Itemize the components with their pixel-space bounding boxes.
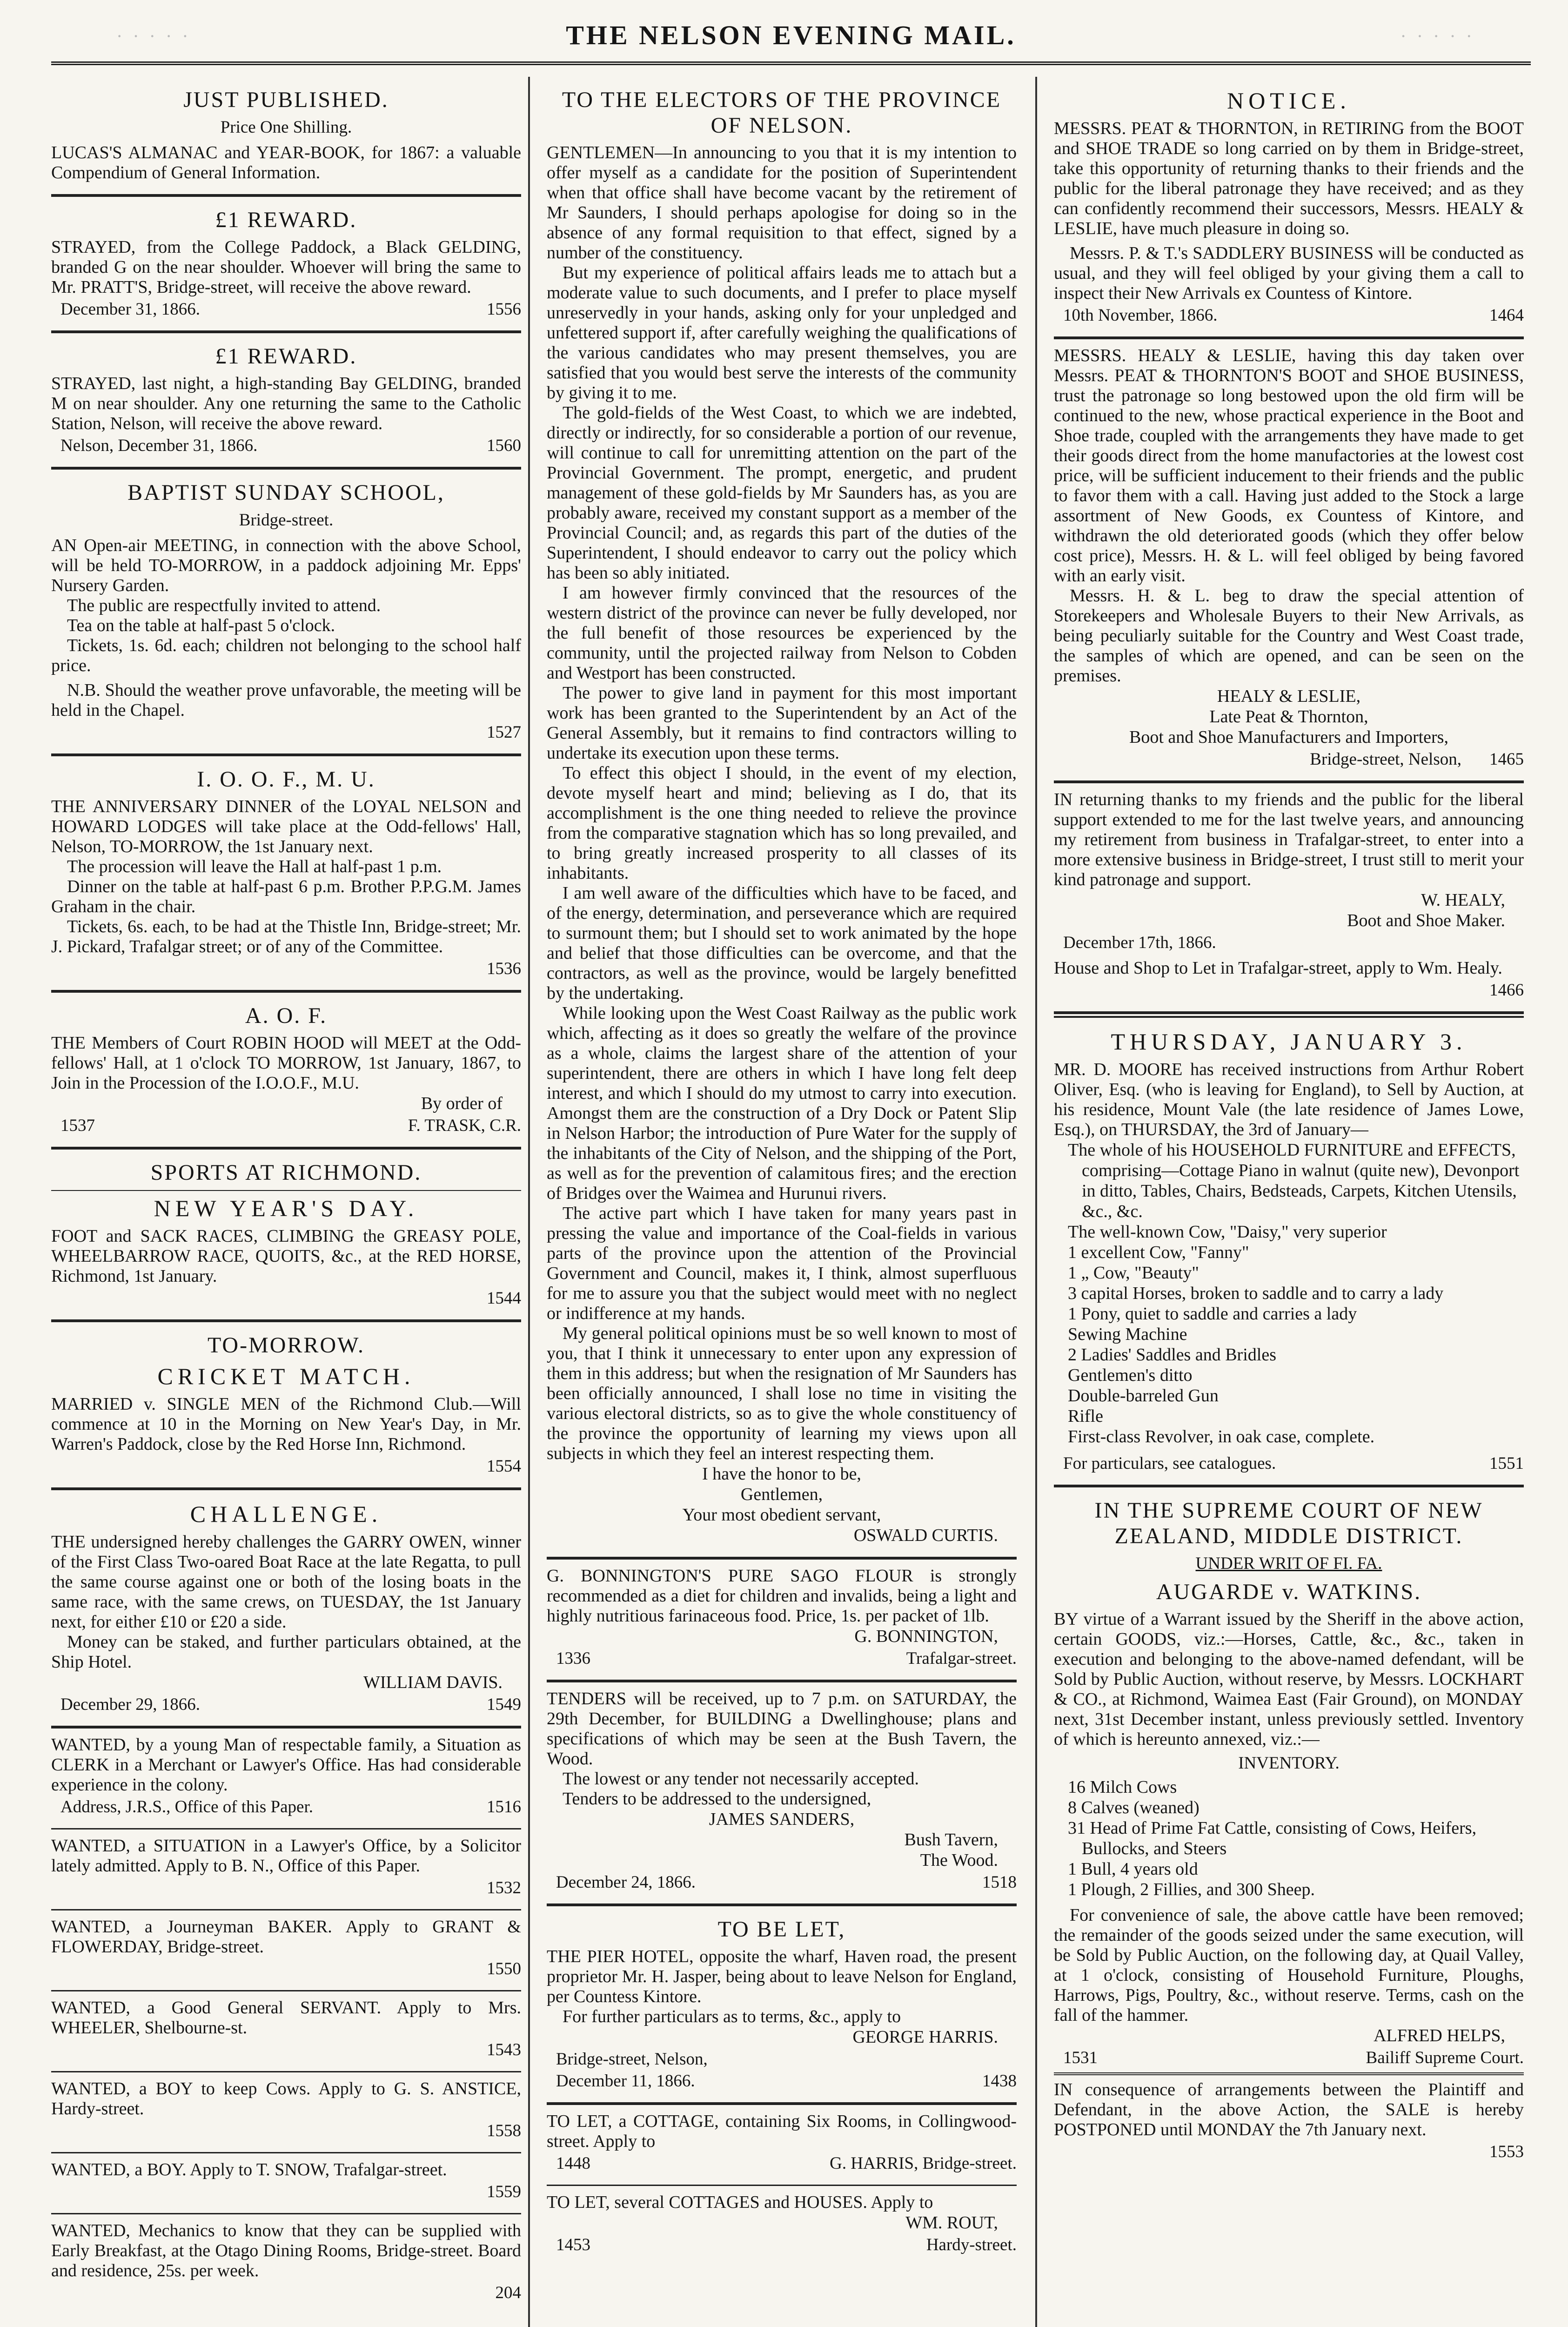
list-item: 1 Bull, 4 years old <box>1068 1859 1198 1879</box>
ad-text: MESSRS. HEALY & LESLIE, having this day taken over Messrs. PEAT & THORNTON'S BOOT and SHOE BUSINESS, trust the patronage so long bestowed upon the old firm will be continued to the new, whose practical experience in the Boot and Shoe trade, coupled with the arrangements they have made to get their goods direct from the home manufactories at the lowest cost price, will be sufficient inducement to their friends and the public to favor them with a call. Having just added to the Stock a large assortment of New Goods, ex Countess of Kintore, and withdrawn the old deteriorated goods (which they offer below cost price), Messrs. H. & L. will feel obliged by being favored with an early visit. <box>1054 346 1524 585</box>
ad-number: 1453 <box>556 2235 590 2254</box>
ad-date: December 29, 1866. <box>60 1695 201 1714</box>
ad-text: WANTED, a BOY to keep Cows. Apply to G. S. ANSTICE, Hardy-street. <box>51 2079 521 2119</box>
ad-text: MESSRS. PEAT & THORNTON, in RETIRING from the BOOT and SHOE TRADE so long carried on by them in Bridge-street, take this opportunity of returning thanks to their friends and the public for the liberal patronage they have received; and as they can confidently recommend their successors, Messrs. HEALY & LESLIE, have much pleasure in doing so. <box>1054 119 1524 238</box>
ad-signature: ALFRED HELPS, <box>1374 2026 1505 2045</box>
ad-signature: OSWALD CURTIS. <box>853 1526 998 1545</box>
ad-text: BY virtue of a Warrant issued by the Sheriff in the above action, certain GOODS, viz.:—Horses, Cattle, &c., &c., taken in execution and belonging to the above-named defendant, will be Sold by Public Auction, without reserve, by Messrs. LOCKHART & CO., at Richmond, Waimea East (Fair Ground), on MONDAY next, 31st December instant, unless previously settled. Inventory of which is hereunto annexed, viz.:— <box>1054 1609 1524 1749</box>
list-item: 1 Plough, 2 Fillies, and 300 Sheep. <box>1068 1880 1315 1899</box>
ad-signature: F. TRASK, C.R. <box>408 1116 521 1135</box>
ad-supreme-court <box>1054 1487 1524 2173</box>
list-item: The whole of his HOUSEHOLD FURNITURE and EFFECTS, comprising—Cottage Piano in walnut (quite new), Devonport in ditto, Tables, Chairs, Bedsteads, Carpets, Kitchen Utensils, &c., &c. <box>1068 1140 1520 1221</box>
ad-cricket <box>51 1322 521 1490</box>
ad-almanac <box>51 77 521 197</box>
ad-heading: A. O. F. <box>245 1003 328 1028</box>
ad-text: Dinner on the table at half-past 6 p.m. Brother P.P.G.M. James Graham in the chair. <box>51 877 521 916</box>
ad-signature: Boot and Shoe Maker. <box>1347 911 1505 930</box>
ad-text: The power to give land in payment for this most important work has been granted to the Superintendent by an Act of the General Assembly, but it remains to find contractors willing to undertake its execution upon these terms. <box>547 683 1017 763</box>
ad-electors-address <box>547 77 1017 1560</box>
ad-address: Trafalgar-street. <box>906 1649 1017 1668</box>
ad-aof <box>51 993 521 1150</box>
ad-date: Nelson, December 31, 1866. <box>60 436 258 455</box>
ad-cottages-houses <box>547 2186 1017 2266</box>
ad-signature: HEALY & LESLIE, <box>1217 686 1361 706</box>
list-item: Sewing Machine <box>1068 1325 1187 1344</box>
column-3 <box>1054 77 1524 2327</box>
ad-wanted-baker <box>51 1910 521 1991</box>
ad-returning-thanks <box>1054 783 1524 1014</box>
ad-heading: NEW YEAR'S DAY. <box>51 1190 521 1222</box>
ad-closing: Gentlemen, <box>740 1485 823 1504</box>
ad-address: Address, J.R.S., Office of this Paper. <box>60 1797 313 1816</box>
ad-signature: GEORGE HARRIS. <box>852 2027 998 2047</box>
ad-reward-gelding <box>51 197 521 333</box>
ad-case-title: AUGARDE v. WATKINS. <box>1156 1580 1422 1604</box>
ad-number: 1531 <box>1063 2048 1098 2067</box>
ad-address: Bridge-street, Nelson, <box>556 2050 708 2069</box>
ad-text: For convenience of sale, the above cattle have been removed; the remainder of the goods seized under the same execution, will be Sold by Public Auction, on the following day, at Quail Valley, at 1 o'clock, consisting of Household Furniture, Ploughs, Harrows, Pigs, Poultry, &c., without reserve. Terms, cash on the fall of the hammer. <box>1054 1905 1524 2025</box>
ad-address: Bridge-street, Nelson, <box>1310 750 1461 769</box>
ad-number: 1537 <box>60 1116 95 1135</box>
ad-to-be-let <box>547 1906 1017 2105</box>
inventory-item-list <box>1054 1777 1524 1900</box>
ad-number: 1553 <box>1489 2142 1524 2161</box>
auction-item-list <box>1054 1140 1524 1447</box>
ad-date: December 11, 1866. <box>556 2071 695 2091</box>
ad-text: WANTED, a SITUATION in a Lawyer's Office, by a Solicitor lately admitted. Apply to B. N., Office of this Paper. <box>51 1836 521 1876</box>
ad-number: 1518 <box>982 1873 1017 1892</box>
ad-text: For further particulars as to terms, &c., apply to <box>563 2007 901 2026</box>
ad-text: Tea on the table at half-past 5 o'clock. <box>67 616 335 635</box>
ad-wanted-lawyer <box>51 1829 521 1910</box>
ad-text: IN returning thanks to my friends and the public for the liberal support extended to me for the last twelve years, and announcing my retirement from business in Trafalgar-street, to enter into a more extensive business in Bridge-street, I trust still to merit your kind patronage and support. <box>1054 790 1524 889</box>
ad-text: THE Members of Court ROBIN HOOD will MEET at the Odd-fellows' Hall, at 1 o'clock TO MORROW, 1st January, 1867, to Join in the Procession of the I.O.O.F., M.U. <box>51 1033 521 1093</box>
ad-heading: NOTICE. <box>1227 87 1351 114</box>
ad-inventory-heading: INVENTORY. <box>1238 1754 1340 1773</box>
ad-signature: W. HEALY, <box>1421 890 1505 910</box>
ad-number: 1550 <box>487 1959 521 1978</box>
ad-number: 1551 <box>1489 1454 1524 1473</box>
ad-number: 1543 <box>487 2040 521 2059</box>
ad-address: Hardy-street. <box>926 2235 1017 2254</box>
ad-challenge <box>51 1490 521 1728</box>
ad-text: TO LET, several COTTAGES and HOUSES. Apply to <box>547 2192 933 2212</box>
ad-sports <box>51 1150 521 1322</box>
ad-text: WANTED, a Journeyman BAKER. Apply to GRANT & FLOWERDAY, Bridge-street. <box>51 1917 521 1957</box>
ad-subheading: Bridge-street. <box>239 511 334 530</box>
ad-text: THE ANNIVERSARY DINNER of the LOYAL NELSON and HOWARD LODGES will take place at the Odd-fellows' Hall, Nelson, TO-MORROW, the 1st January next. <box>51 797 521 856</box>
ad-number: 1544 <box>487 1289 521 1308</box>
ad-text: For particulars, see catalogues. <box>1063 1454 1276 1473</box>
ad-heading: CHALLENGE. <box>190 1501 382 1527</box>
ad-auction-thursday <box>1054 1016 1524 1487</box>
ad-text: N.B. Should the weather prove unfavorable, the meeting will be held in the Chapel. <box>51 680 521 720</box>
ad-reward-bay-gelding <box>51 333 521 470</box>
list-item: 1 „ Cow, "Beauty" <box>1068 1263 1199 1283</box>
ad-number: 1558 <box>487 2121 521 2140</box>
ad-heading: I. O. O. F., M. U. <box>197 767 375 792</box>
ad-number: 1466 <box>1489 981 1524 1000</box>
ad-heading: £1 REWARD. <box>215 344 357 369</box>
ad-text: I am however firmly convinced that the resources of the western district of the province can never be fully developed, nor the full benefit of those resources be experienced by the community, until the projected railway from Nelson to Cobden and Westport has been constructed. <box>547 583 1017 683</box>
ad-notice-peat-thornton <box>1054 77 1524 339</box>
ad-text: WANTED, by a young Man of respectable family, a Situation as CLERK in a Merchant or Lawyer's Office. Has had considerable experience in the colony. <box>51 1735 521 1795</box>
ad-number: 1464 <box>1489 306 1524 325</box>
ad-text: My general political opinions must be so well known to most of you, that I think it unnecessary to enter upon any expression of them in this address; but when the resignation of Mr Saunders has been officially announced, I shall lose no time in visiting the various electoral districts, so as to give the whole constituency of the province the opportunity of learning my views upon all subjects in which they feel an interest respecting them. <box>547 1324 1017 1463</box>
ad-number: 1549 <box>487 1695 521 1714</box>
ad-number: 1336 <box>556 1649 590 1668</box>
ad-text: G. BONNINGTON'S PURE SAGO FLOUR is strongly recommended as a diet for children and invalids, being a light and highly nutritious farinaceous food. Price, 1s. per packet of 1lb. <box>547 1566 1017 1626</box>
list-item: Gentlemen's ditto <box>1068 1365 1193 1385</box>
ad-heading: SPORTS AT RICHMOND. <box>150 1160 422 1185</box>
ad-heading: IN THE SUPREME COURT OF NEW ZEALAND, MIDDLE DISTRICT. <box>1094 1498 1483 1548</box>
list-item: 3 capital Horses, broken to saddle and to carry a lady <box>1068 1284 1444 1303</box>
ad-text: The active part which I have taken for many years past in pressing the value and importance of the Coal-fields in various parts of the province upon the attention of the Provincial Government and Council, makes it, I think, almost superfluous for me to assure you that the subject would meet with no neglect or indifference at my hands. <box>547 1204 1017 1323</box>
list-item: 31 Head of Prime Fat Cattle, consisting of Cows, Heifers, Bullocks, and Steers <box>1068 1818 1477 1858</box>
ad-signature: G. BONNINGTON, <box>854 1627 998 1646</box>
ad-text: TO LET, a COTTAGE, containing Six Rooms, in Collingwood-street. Apply to <box>547 2112 1017 2151</box>
ad-subheading: UNDER WRIT OF FI. FA. <box>1195 1554 1382 1573</box>
ad-text: The public are respectfully invited to attend. <box>67 596 381 615</box>
ad-order: By order of <box>421 1094 503 1113</box>
ad-heading: £1 REWARD. <box>215 208 357 232</box>
ad-text: The gold-fields of the West Coast, to which we are indebted, directly or indirectly, for so considerable a portion of our revenue, will continue to call for unremitting attention on the part of the Provincial Government. The prompt, energetic, and prudent management of these gold-fields by Mr Saunders has, as you are probably aware, received my constant support as a member of the Provincial Council; and, as regards this part of the duties of the Superintendent, I should endeavor to carry out the policy which has been so ably initiated. <box>547 403 1017 583</box>
ad-text: Messrs. P. & T.'s SADDLERY BUSINESS will be conducted as usual, and they will feel obliged by your giving them a call to inspect their New Arrivals ex Countess of Kintore. <box>1054 243 1524 303</box>
ad-wanted-clerk <box>51 1728 521 1829</box>
ad-sago-flour <box>547 1560 1017 1682</box>
ad-text: STRAYED, from the College Paddock, a Black GELDING, branded G on the near shoulder. Whoever will bring the same to Mr. PRATT'S, Bridge-street, will receive the above reward. <box>51 237 521 297</box>
ad-tenders <box>547 1682 1017 1906</box>
ad-heading: TO THE ELECTORS OF THE PROVINCE OF NELSON. <box>562 87 1002 138</box>
column-2 <box>547 77 1017 2327</box>
ad-heading: THURSDAY, JANUARY 3. <box>1111 1029 1467 1055</box>
ad-ioof <box>51 756 521 993</box>
ad-baptist-school <box>51 470 521 756</box>
ad-text: The lowest or any tender not necessarily accepted. <box>563 1769 919 1789</box>
ad-text: WANTED, Mechanics to know that they can be supplied with Early Breakfast, at the Otago Dining Rooms, Bridge-street. Board and residence, 25s. per week. <box>51 2221 521 2280</box>
column-rule <box>528 77 530 2327</box>
ad-date: December 17th, 1866. <box>1063 933 1216 952</box>
ad-text: Tickets, 6s. each, to be had at the Thistle Inn, Bridge-street; Mr. J. Pickard, Trafalgar street; or of any of the Committee. <box>51 917 521 956</box>
list-item: Rifle <box>1068 1406 1103 1426</box>
ad-heading: JUST PUBLISHED. <box>183 87 389 112</box>
ad-number: 1527 <box>487 723 521 742</box>
ad-signature: WILLIAM DAVIS. <box>363 1673 503 1692</box>
ad-number: 1532 <box>487 1878 521 1897</box>
faded-masthead-left: · · · · · <box>116 26 191 47</box>
ad-closing: I have the honor to be, <box>702 1464 861 1484</box>
ad-text: MR. D. MOORE has received instructions from Arthur Robert Oliver, Esq. (who is leaving for England), to Sell by Auction, at his residence, Mount Vale (the late residence of James Lowe, Esq.), on THURSDAY, the 3rd of January— <box>1054 1060 1524 1139</box>
list-item: 1 excellent Cow, "Fanny" <box>1068 1243 1249 1262</box>
ad-text: THE PIER HOTEL, opposite the wharf, Haven road, the present proprietor Mr. H. Jasper, being about to leave Nelson for England, per Countess Kintore. <box>547 1947 1017 2006</box>
ad-signature: JAMES SANDERS, <box>709 1809 855 1829</box>
list-item: 8 Calves (weaned) <box>1068 1798 1199 1817</box>
ad-text: To effect this object I should, in the event of my election, devote myself heart and mind; believing as I do, that its accomplishment is the one thing needed to relieve the province from the comparative stagnation which has so long prevailed, and to bring greatly increased prosperity to all classes of its inhabitants. <box>547 763 1017 883</box>
list-item: 16 Milch Cows <box>1068 1777 1177 1797</box>
ad-number: 1448 <box>556 2154 590 2173</box>
ad-date: 10th November, 1866. <box>1063 306 1218 325</box>
ad-wanted-boy-cows <box>51 2072 521 2153</box>
ad-text: House and Shop to Let in Trafalgar-street, apply to Wm. Healy. <box>1054 958 1502 978</box>
ad-date: December 24, 1866. <box>556 1873 696 1892</box>
ad-address: Bush Tavern, <box>904 1830 998 1849</box>
ad-text: Messrs. H. & L. beg to draw the special attention of Storekeepers and Wholesale Buyers to their New Arrivals, as being peculiarly suitable for the Country and West Coast trade, the samples of which are opened, and can be seen on the premises. <box>1054 586 1524 686</box>
ad-wanted-boy <box>51 2153 521 2214</box>
faded-masthead-right: · · · · · <box>1400 26 1475 47</box>
ad-heading: BAPTIST SUNDAY SCHOOL, <box>127 480 445 505</box>
ad-text: FOOT and SACK RACES, CLIMBING the GREASY POLE, WHEELBARROW RACE, QUOITS, &c., at the RED HORSE, Richmond, 1st January. <box>51 1226 521 1286</box>
ad-signature: Boot and Shoe Manufacturers and Importers, <box>1129 727 1448 747</box>
ad-heading: TO-MORROW. <box>207 1333 365 1358</box>
ad-text: THE undersigned hereby challenges the GARRY OWEN, winner of the First Class Two-oared Boat Race at the late Regatta, to pull the same course against one or both of the losing boats in the same race, with the same crews, on TUESDAY, the 1st January next, for either £10 or £20 a side. <box>51 1532 521 1632</box>
list-item: The well-known Cow, "Daisy," very superior <box>1068 1222 1387 1242</box>
divider <box>1054 2072 1524 2075</box>
ad-wanted-servant <box>51 1991 521 2072</box>
ad-text: I am well aware of the difficulties which have to be faced, and of the energy, determination, and perseverance which are required to surmount them; but I should set to work animated by the hope and belief that those difficulties can be overcome, and that the contractors, as well as the province, would be largely benefitted by the undertaking. <box>547 883 1017 1003</box>
column-1 <box>51 77 521 2327</box>
ad-text: MARRIED v. SINGLE MEN of the Richmond Club.—Will commence at 10 in the Morning on New Year's Day, in Mr. Warren's Paddock, close by the Red Horse Inn, Richmond. <box>51 1394 521 1454</box>
ad-text: AN Open-air MEETING, in connection with the above School, will be held TO-MORROW, in a paddock adjoining Mr. Epps' Nursery Garden. <box>51 536 521 595</box>
ad-text: TENDERS will be received, up to 7 p.m. on SATURDAY, the 29th December, for BUILDING a Dwellinghouse; plans and specifications of which may be seen at the Bush Tavern, the Wood. <box>547 1689 1017 1769</box>
ad-text: The procession will leave the Hall at half-past 1 p.m. <box>67 857 442 876</box>
ad-text: GENTLEMEN—In announcing to you that it is my intention to offer myself as a candidate for the position of Superintendent when that office shall have become vacant by the retirement of Mr Saunders, I should perhaps apologise for doing so in the absence of any formal requisition to that effect, signed by a number of the constituency. <box>547 143 1017 262</box>
ad-text: STRAYED, last night, a high-standing Bay GELDING, branded M on near shoulder. Any one returning the same to the Catholic Station, Nelson, will receive the above reward. <box>51 374 521 433</box>
ad-signature: Late Peat & Thornton, <box>1209 707 1368 726</box>
ad-heading: TO BE LET, <box>717 1917 846 1942</box>
ad-text: Tenders to be addressed to the undersigned, <box>563 1789 871 1809</box>
ad-signature: G. HARRIS, Bridge-street. <box>830 2154 1017 2173</box>
ad-heading: CRICKET MATCH. <box>157 1363 415 1389</box>
ad-text: IN consequence of arrangements between the Plaintiff and Defendant, in the above Action, the SALE is hereby POSTPONED until MONDAY the 7th January next. <box>1054 2080 1524 2139</box>
ad-subheading: Price One Shilling. <box>220 118 352 137</box>
ad-number: 1438 <box>982 2071 1017 2091</box>
ad-text: WANTED, a Good General SERVANT. Apply to Mrs. WHEELER, Shelbourne-st. <box>51 1998 521 2038</box>
column-rule <box>1035 77 1037 2327</box>
ad-date: December 31, 1866. <box>60 300 201 319</box>
ad-number: 1559 <box>487 2182 521 2201</box>
ad-number: 1554 <box>487 1457 521 1476</box>
ad-number: 1536 <box>487 959 521 978</box>
list-item: Double-barreled Gun <box>1068 1386 1219 1406</box>
ad-number: 1556 <box>487 300 521 319</box>
ad-text: Tickets, 1s. 6d. each; children not belonging to the school half price. <box>51 636 521 675</box>
newspaper-title: THE NELSON EVENING MAIL. <box>566 20 1016 50</box>
ad-text: Money can be staked, and further particulars obtained, at the Ship Hotel. <box>51 1632 521 1672</box>
list-item: 2 Ladies' Saddles and Bridles <box>1068 1345 1276 1365</box>
ad-signature: WM. ROUT, <box>905 2213 998 2233</box>
ad-number: 204 <box>495 2283 521 2302</box>
ad-healy-leslie <box>1054 339 1524 783</box>
ad-text: LUCAS'S ALMANAC and YEAR-BOOK, for 1867: a valuable Compendium of General Information. <box>51 143 521 182</box>
ad-number: 1516 <box>487 1797 521 1816</box>
ad-text: WANTED, a BOY. Apply to T. SNOW, Trafalgar-street. <box>51 2160 447 2179</box>
list-item: 1 Pony, quiet to saddle and carries a lady <box>1068 1304 1357 1324</box>
ad-wanted-mechanics <box>51 2214 521 2314</box>
ad-number: 1465 <box>1489 750 1524 769</box>
ad-address: The Wood. <box>920 1850 998 1870</box>
list-item: First-class Revolver, in oak case, complete. <box>1068 1427 1375 1446</box>
ad-text: But my experience of political affairs leads me to attach but a moderate value to such documents, and I prefer to place myself unreservedly in your hands, asking only for your unpledged and unfettered support if, after carefully weighing the qualifications of the various candidates who may present themselves, you are satisfied that you would best serve the interests of the community by giving it to me. <box>547 263 1017 403</box>
ad-closing: Your most obedient servant, <box>682 1505 881 1525</box>
ad-text: While looking upon the West Coast Railway as the public work which, affecting as it does so greatly the welfare of the province as a whole, claims the largest share of the attention of your superintendent, there are others in which I have long felt deep interest, and which I should do my utmost to carry into execution. Amongst them are the construction of a Dry Dock or Patent Slip in Nelson Harbor; the introduction of Pure Water for the supply of the inhabitants of the City of Nelson, and the shipping of the Port, as well as for the prevention of calamitous fires; and the erection of Bridges over the Waimea and Hurunui rivers. <box>547 1003 1017 1203</box>
masthead <box>51 9 1531 65</box>
ad-number: 1560 <box>487 436 521 455</box>
ad-signature: Bailiff Supreme Court. <box>1366 2048 1524 2067</box>
ad-cottage-to-let <box>547 2105 1017 2186</box>
